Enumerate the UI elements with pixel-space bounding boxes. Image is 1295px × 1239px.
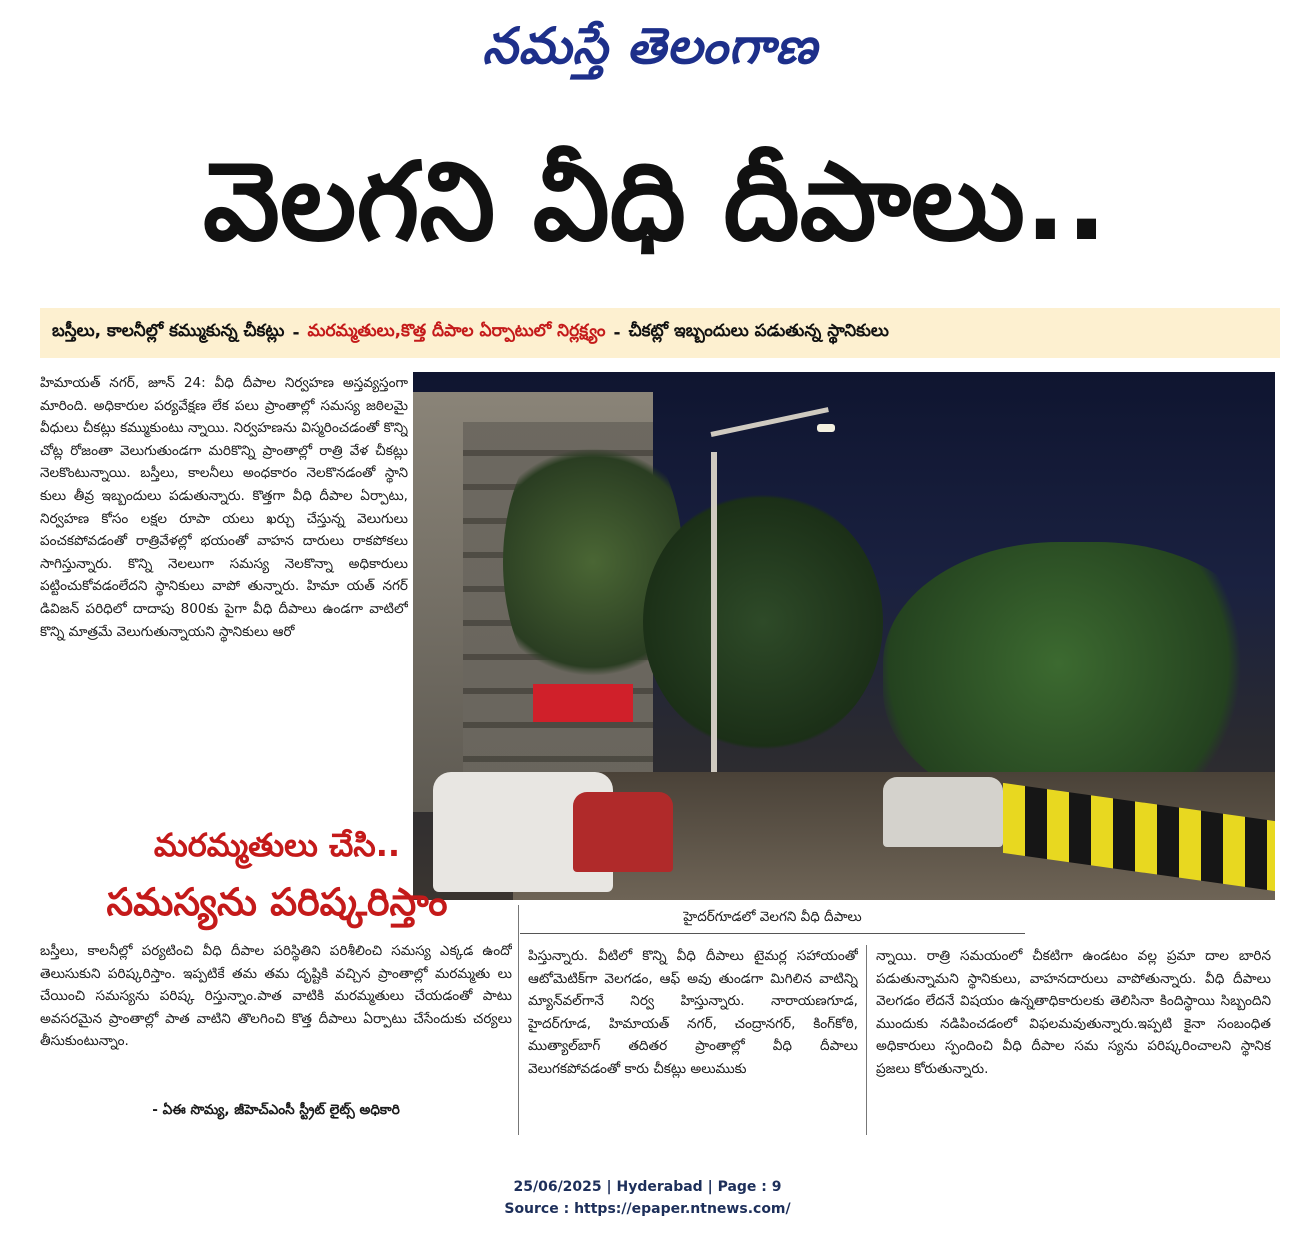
headline: వెలగని వీధి దీపాలు.. — [203, 140, 1107, 265]
article-right-column: న్నాయి. రాత్రి సమయంలో చీకటిగా ఉండటం వల్ల ప్రమా దాల బారిన పడుతున్నామని స్థానికులు, వాహనదారులు వాపోతున్నారు. వీధి దీపాలు వెలగడం లేదనే విషయం ఉన్నతాధికారులకు తెలిసినా కిందిస్థాయి సిబ్బందిని ముందుకు నడిపించడంలో విఫలమవుతున్నారు.ఇప్పటి కైనా సంబంధిత అధికారులు స్పందించి వీధి దీపాల సమ స్యను పరిష్కరించాలని స్థానిక ప్రజలు కోరుతున్నారు. — [876, 948, 1271, 1077]
photo-streetlight-lamp — [817, 424, 835, 432]
photo-tree — [643, 492, 883, 752]
sub-story-attribution: - ఏఈ సొమ్య, జీహెచ్‌ఎంసీ స్ట్రీట్ లైట్స్ అధికారి — [152, 1102, 400, 1118]
article-middle-column: పిస్తున్నారు. వీటిలో కొన్ని వీధి దీపాలు టైమర్ల సహాయంతో ఆటోమెటిక్‌గా వెలగడం, ఆఫ్ అవు తుండగా మిగిలిన వాటిన్ని మ్యాన్‌వల్‌గానే నిర్వ హిస్తున్నారు. నారాయణగూడ, హైదర్‌గూడ, హిమాయత్ నగర్, చంద్రానగర్, కింగ్‌కోఠి, ముత్యాల్‌బాగ్ తదితర ప్రాంతాల్లో వీధి దీపాలు వెలుగకపోవడంతో కారు చీకట్లు అలుముకు — [528, 948, 858, 1077]
street-photo — [413, 372, 1275, 900]
column-divider — [866, 945, 867, 1135]
page-footer — [440, 1176, 855, 1224]
deck-part-3: చీకట్లో ఇబ్బందులు పడుతున్న స్థానికులు — [628, 321, 889, 341]
photo-streetlight-arm — [710, 407, 828, 437]
sub-story-heading-line-1: మరమ్మతులు చేసి.. — [153, 826, 401, 864]
deck-banner — [40, 308, 1280, 358]
deck-separator-2: - — [613, 323, 621, 343]
newspaper-masthead: నమస్తే తెలంగాణ — [482, 16, 818, 75]
sub-story-heading-line-2: సమస్యను పరిష్కరిస్తాం — [106, 880, 448, 924]
footer-date-line: 25/06/2025 | Hyderabad | Page : 9 — [513, 1179, 782, 1195]
column-divider — [518, 905, 519, 1135]
sub-story-heading — [40, 818, 514, 936]
deck-part-1: బస్తీలు, కాలనీల్లో కమ్ముకున్న చీకట్లు — [52, 321, 285, 341]
photo-caption: హైదర్‌గూడలో వెలగని వీధి దీపాలు — [520, 906, 1025, 934]
photo-car — [573, 792, 673, 872]
article-left-column: హిమాయత్ నగర్, జూన్ 24: వీధి దీపాల నిర్వహణ అస్తవ్యస్తంగా మారింది. అధికారుల పర్యవేక్షణ లేక పలు ప్రాంతాల్లో సమస్య జఠిలమై వీధులు చీకట్లు కమ్ముకుంటు న్నాయి. నిర్వహణను విస్మరించడంతో కొన్ని చోట్ల రోజంతా వెలుగుతుండగా మరికొన్ని ప్రాంతాల్లో రాత్రి వేళ చీకట్లు నెలకొంటున్నాయి. బస్తీలు, కాలనీలు అంధకారం నెలకొనడంతో స్థాని కులు తీవ్ర ఇబ్బందులు పడుతున్నారు. కొత్తగా వీధి దీపాల ఏర్పాటు, నిర్వహణ కోసం లక్షల రూపా యలు ఖర్చు చేస్తున్న వెలుగులు పంచకపోవడంతో రాత్రివేళల్లో భయంతో వాహన దారులు రాకపోకలు సాగిస్తున్నారు. కొన్ని నెలలుగా సమస్య నెలకొన్నా అధికారులు పట్టించుకోవడంలేదని స్థానికులు వాపో తున్నారు. హిమా యత్ నగర్ డివిజన్ పరిధిలో దాదాపు 800కు పైగా వీధి దీపాలు ఉండగా వాటిలో కొన్ని మాత్రమే వెలుగుతున్నాయని స్థానికులు ఆరో — [40, 375, 408, 640]
deck-separator-1: - — [292, 323, 300, 343]
photo-car — [883, 777, 1003, 847]
sub-story-quote: బస్తీలు, కాలనీల్లో పర్యటించి వీధి దీపాల పరిస్థితిని పరిశీలించి సమస్య ఎక్కడ ఉందో తెలుసుకుని పరిష్కరిస్తాం. ఇప్పటికే తమ తమ దృష్టికి వచ్చిన ప్రాంతాల్లో మరమ్మతు లు చేయించి సమస్యను పరిష్క రిస్తున్నాం.పాత వాటికి మరమ్మతులు చేయడంతో పాటు అవసరమైన ప్రాంతాల్లో పాత వాటిని తొలగించి కొత్త దీపాలు ఏర్పాటు చేసేందుకు చర్యలు తీసుకుంటున్నాం. — [40, 943, 512, 1050]
footer-source-line[interactable]: Source : https://epaper.ntnews.com/ — [504, 1201, 791, 1217]
photo-signboard — [533, 684, 633, 722]
deck-part-2: మరమ్మతులు,కొత్త దీపాల ఏర్పాటులో నిర్లక్ష్యం — [307, 321, 606, 341]
